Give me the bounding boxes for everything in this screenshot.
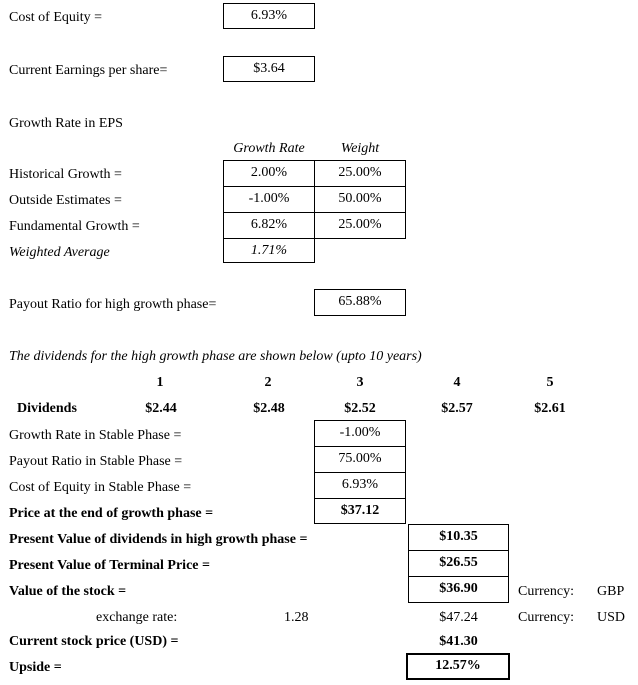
pv-dividends-label: Present Value of dividends in high growth phase = — [9, 532, 308, 547]
year-4: 4 — [453, 375, 461, 390]
current-eps-label: Current Earnings per share= — [9, 63, 168, 78]
dividends-note: The dividends for the high growth phase are shown below (upto 10 years) — [9, 349, 422, 364]
weighted-average-cell[interactable]: 1.71% — [223, 238, 315, 263]
year-2: 2 — [264, 375, 272, 390]
currency-label-usd: Currency: — [518, 610, 574, 625]
weighted-average-label: Weighted Average — [9, 245, 110, 260]
stock-value-label: Value of the stock = — [9, 584, 127, 599]
stable-cost-of-equity-cell[interactable]: 6.93% — [314, 472, 406, 499]
stable-growth-label: Growth Rate in Stable Phase = — [9, 428, 182, 443]
current-eps-cell[interactable]: $3.64 — [223, 56, 315, 82]
current-price-label: Current stock price (USD) = — [9, 634, 179, 649]
weight-column-header: Weight — [340, 141, 380, 156]
dividend-year-4[interactable]: $2.57 — [441, 401, 473, 416]
outside-estimates-growth-cell[interactable]: -1.00% — [223, 186, 315, 213]
dividend-year-5[interactable]: $2.61 — [534, 401, 566, 416]
growth-section-title: Growth Rate in EPS — [9, 116, 123, 131]
payout-high-growth-cell[interactable]: 65.88% — [314, 289, 406, 316]
payout-high-growth-label: Payout Ratio for high growth phase= — [9, 297, 217, 312]
pv-terminal-label: Present Value of Terminal Price = — [9, 558, 210, 573]
fundamental-growth-label: Fundamental Growth = — [9, 219, 140, 234]
dividends-label: Dividends — [17, 401, 77, 416]
upside-label: Upside = — [9, 660, 62, 675]
year-1: 1 — [156, 375, 164, 390]
stock-value-cell[interactable]: $36.90 — [408, 576, 509, 603]
outside-estimates-weight-cell[interactable]: 50.00% — [314, 186, 406, 213]
current-price-value[interactable]: $41.30 — [439, 634, 478, 649]
pv-dividends-cell[interactable]: $10.35 — [408, 524, 509, 551]
outside-estimates-label: Outside Estimates = — [9, 193, 122, 208]
historical-growth-label: Historical Growth = — [9, 167, 122, 182]
stable-payout-label: Payout Ratio in Stable Phase = — [9, 454, 183, 469]
dividend-year-2[interactable]: $2.48 — [253, 401, 285, 416]
stable-cost-of-equity-label: Cost of Equity in Stable Phase = — [9, 480, 192, 495]
cost-of-equity-label: Cost of Equity = — [9, 10, 103, 25]
year-3: 3 — [356, 375, 364, 390]
exchange-rate-value[interactable]: 1.28 — [284, 610, 309, 625]
terminal-price-cell[interactable]: $37.12 — [314, 498, 406, 524]
fundamental-weight-cell[interactable]: 25.00% — [314, 212, 406, 239]
exchange-rate-label: exchange rate: — [96, 610, 178, 625]
cost-of-equity-cell[interactable]: 6.93% — [223, 3, 315, 29]
stable-growth-cell[interactable]: -1.00% — [314, 420, 406, 447]
stable-payout-cell[interactable]: 75.00% — [314, 446, 406, 473]
dividend-year-3[interactable]: $2.52 — [344, 401, 376, 416]
pv-terminal-cell[interactable]: $26.55 — [408, 550, 509, 577]
dividend-year-1[interactable]: $2.44 — [145, 401, 177, 416]
upside-cell[interactable]: 12.57% — [406, 653, 510, 680]
growth-rate-column-header: Growth Rate — [233, 141, 305, 156]
historical-weight-cell[interactable]: 25.00% — [314, 160, 406, 187]
currency-label-gbp: Currency: — [518, 584, 574, 599]
currency-gbp: GBP — [597, 584, 625, 599]
terminal-price-label: Price at the end of growth phase = — [9, 506, 214, 521]
currency-usd: USD — [597, 610, 626, 625]
historical-growth-cell[interactable]: 2.00% — [223, 160, 315, 187]
year-5: 5 — [546, 375, 554, 390]
stock-value-usd[interactable]: $47.24 — [439, 610, 478, 625]
fundamental-growth-cell[interactable]: 6.82% — [223, 212, 315, 239]
